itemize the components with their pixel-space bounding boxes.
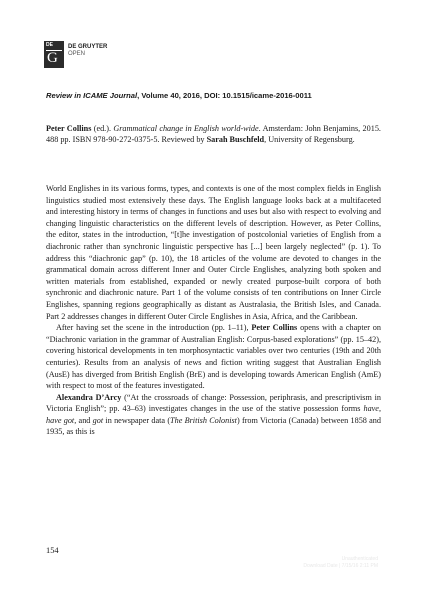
journal-citation — [46, 91, 386, 100]
publisher-title: DE GRUYTER — [68, 44, 108, 50]
publisher-name — [68, 44, 107, 58]
author-peter-collins: Peter Collins — [251, 323, 298, 333]
journal-name: Review in ICAME Journal — [46, 91, 138, 100]
paragraph-3 — [46, 392, 381, 438]
book-title: Grammatical change in English world-wide — [113, 124, 259, 133]
review-header — [46, 123, 381, 145]
footer-line-1: Unauthenticated — [341, 556, 378, 562]
publication-info: . Amsterdam: John Benjamins, 2015. 488 pp. ISBN 978-90-272-0375-5. Reviewed by — [46, 124, 381, 145]
footer-line-2: Download Date | 7/15/16 2:11 PM — [303, 563, 378, 569]
logo-letter: G — [47, 50, 58, 66]
paragraph-2-body: opens with a chapter on “Diachronic variation in the grammar of Australian English: Corpus-based explorations” (pp. 15–42), covering historical developments in ten morphosyntactic variables over two centuries (19th and 20th centuries). Results from an analysis of news and fiction writing suggest that Australian English (AusE) has diverged from British English (BrE) and is developing towards American English (AmE) with respect to most of the features investigated. — [46, 323, 381, 391]
paragraph-1: World Englishes in its various forms, types, and contexts is one of the most complex fields in English linguistics studied most extensively these days. The English language looks back at a multifaceted and interesting history in terms of changes in functions and uses but also with respect to evolving and changing linguistic characteristics on the different levels of description. However, as Peter Collins, the editor, states in the introduction, “[t]he investigation of postcolonial varieties of English from a diachronic rather than synchronic linguistic perspective has [...] been largely neglected” (p. 1). To address this “diachronic gap” (p. 10), the 18 articles of the volume are devoted to changes in the grammatical domain across different Inner and Outer Circle Englishes, analyzing both spoken and written materials from established, expanded or newly created purpose-built corpora of both synchronic and diachronic nature. Part 1 of the volume consists of ten contributions on Inner Circle Englishes, spanning regions geographically as distant as Australasia, the British Isles, and Canada. Part 2 addresses changes in different Outer Circle Englishes in Asia, Africa, and the Caribbean. — [46, 184, 381, 321]
download-footer — [228, 556, 378, 570]
paragraph-2-intro: After having set the scene in the introduction (pp. 1–11), — [56, 323, 252, 333]
paragraph-2 — [46, 322, 381, 392]
logo-abbrev: DE — [46, 42, 53, 48]
de-gruyter-logo — [44, 41, 64, 68]
term-got: got — [92, 415, 104, 425]
term-have: have — [363, 404, 379, 414]
term-have-got: have got — [46, 415, 75, 425]
reviewer-name: Sarah Buschfeld — [206, 135, 265, 145]
source-title: The British Colonist — [170, 415, 237, 425]
reviewer-affiliation: , University of Regensburg. — [264, 135, 355, 145]
publisher-subtitle: OPEN — [68, 51, 86, 57]
paragraph-3-sep-2: , and — [74, 415, 93, 425]
journal-details: , Volume 40, 2016, DOI: 10.1515/icame-2016-0011 — [137, 91, 312, 100]
paragraph-3-mid: in newspaper data ( — [103, 415, 171, 425]
paragraph-3-sep-1: , — [378, 404, 381, 414]
review-body — [46, 183, 381, 438]
page-number: 154 — [46, 546, 59, 555]
author-alexandra-darcy: Alexandra D’Arcy — [56, 392, 122, 402]
paragraph-3-end: ) from Victoria (Canada) between 1858 and 1935, as this is — [46, 415, 381, 437]
ed-marker: (ed.). — [91, 124, 114, 133]
editor-name: Peter Collins — [46, 124, 92, 133]
paragraph-3-intro: (“At the crossroads of change: Possession, periphrasis, and prescriptivism in Victoria English”; pp. 43–63) investigates changes in the use of the stative possession forms — [46, 392, 382, 414]
